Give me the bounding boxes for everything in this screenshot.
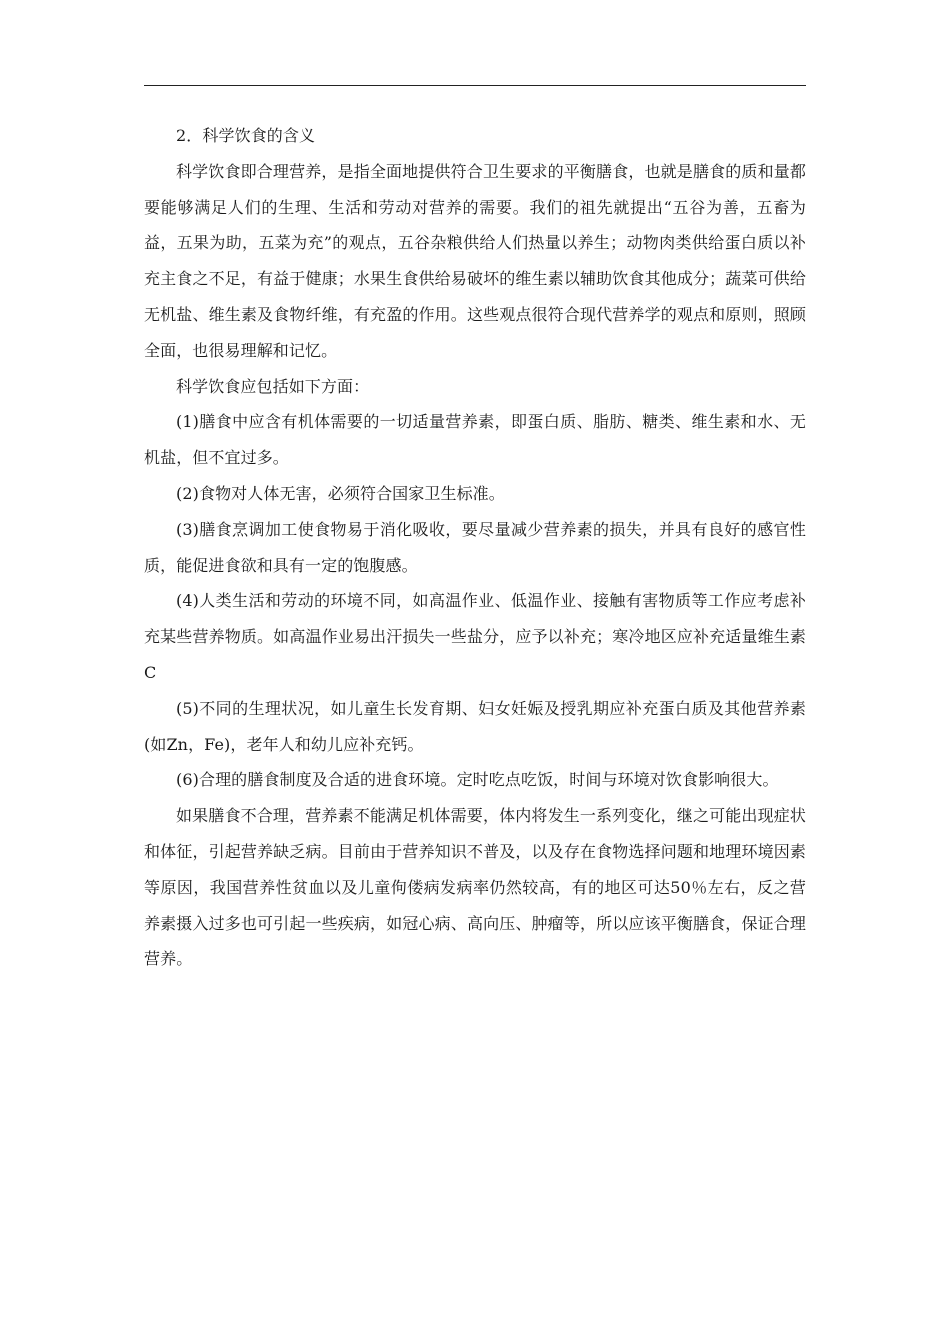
paragraph-conclusion: 如果膳食不合理，营养素不能满足机体需要，体内将发生一系列变化，继之可能出现症状和体征，引起营养缺乏病。目前由于营养知识不普及，以及存在食物选择问题和地理环境因素等原因，我国营养性贫血以及儿童佝偻病发病率仍然较高，有的地区可达50％左右，反之营养素摄入过多也可引起一些疾病，如冠心病、高向压、肿瘤等，所以应该平衡膳食，保证合理营养。 xyxy=(144,806,806,969)
list-item-4: (4)人类生活和劳动的环境不同，如高温作业、低温作业、接触有害物质等工作应考虑补充某些营养物质。如高温作业易出汗损失一些盐分，应予以补充；寒冷地区应补充适量维生素C xyxy=(144,591,806,682)
paragraph-intro-list: 科学饮食应包括如下方面： xyxy=(176,376,370,396)
document-body xyxy=(144,118,806,977)
list-item-1: (1)膳食中应含有机体需要的一切适量营养素，即蛋白质、脂肪、糖类、维生素和水、无机盐，但不宜过多。 xyxy=(144,412,806,468)
header-rule xyxy=(144,85,806,86)
list-item-6: (6)合理的膳食制度及合适的进食环境。定时吃点吃饭，时间与环境对饮食影响很大。 xyxy=(176,770,779,790)
list-item-5: (5)不同的生理状况，如儿童生长发育期、妇女妊娠及授乳期应补充蛋白质及其他营养素(如Zn，Fe)，老年人和幼儿应补充钙。 xyxy=(144,698,806,754)
list-item-2: (2)食物对人体无害，必须符合国家卫生标准。 xyxy=(176,483,505,503)
section-heading: 2．科学饮食的含义 xyxy=(176,126,316,145)
list-item-3: (3)膳食烹调加工使食物易于消化吸收，要尽量减少营养素的损失，并具有良好的感官性质，能促进食欲和具有一定的饱腹感。 xyxy=(144,519,806,575)
paragraph-definition: 科学饮食即合理营养，是指全面地提供符合卫生要求的平衡膳食，也就是膳食的质和量都要能够满足人们的生理、生活和劳动对营养的需要。我们的祖先就提出“五谷为善，五畜为益，五果为助，五菜为充”的观点，五谷杂粮供给人们热量以养生；动物肉类供给蛋白质以补充主食之不足，有益于健康；水果生食供给易破坏的维生素以辅助饮食其他成分；蔬菜可供给无机盐、维生素及食物纤维，有充盈的作用。这些观点很符合现代营养学的观点和原则，照顾全面，也很易理解和记忆。 xyxy=(144,161,806,360)
